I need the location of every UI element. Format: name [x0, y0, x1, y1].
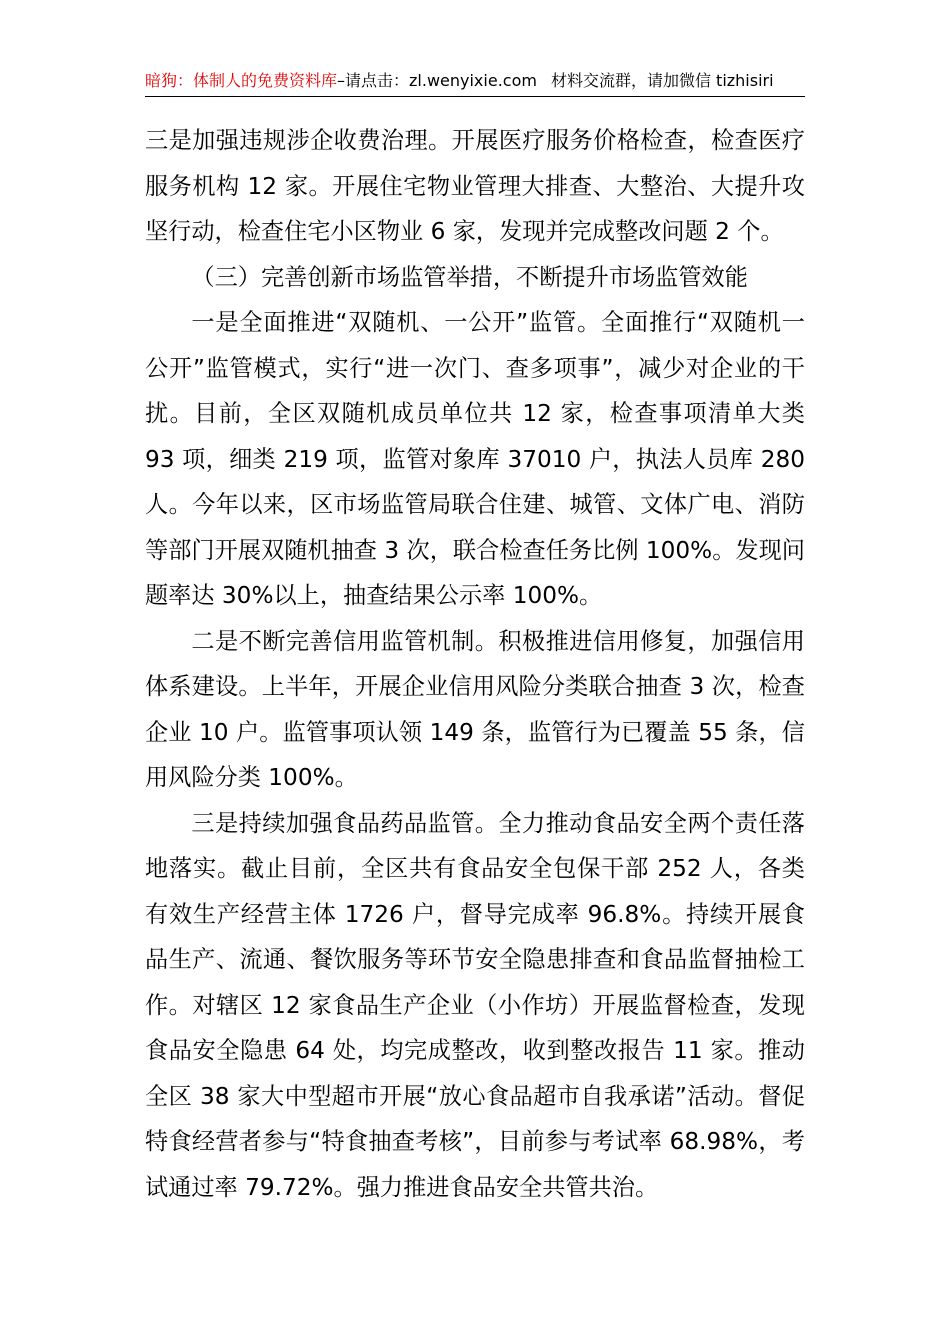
header-click-text[interactable]: –请点击：zl.wenyixie.com: [337, 71, 537, 90]
section-heading-3: （三）完善创新市场监管举措，不断提升市场监管效能: [191, 263, 748, 291]
page-header: [145, 66, 805, 97]
header-contact-text: 材料交流群，请加微信 tizhisiri: [550, 71, 774, 90]
paragraph-credit: 二是不断完善信用监管机制。积极推进信用修复，加强信用体系建设。上半年，开展企业信用风险分类联合抽查 3 次，检查企业 10 户。监管事项认领 149 条，监管行为已覆盖 55 条，信用风险分类 100%。: [145, 627, 805, 791]
document-body: [145, 118, 805, 1210]
header-brand-link[interactable]: 暗狗：体制人的免费资料库: [145, 71, 338, 90]
paragraph-double-random: 一是全面推进“双随机、一公开”监管。全面推行“双随机一公开”监管模式，实行“进一次门、查多项事”，减少对企业的干扰。目前，全区双随机成员单位共 12 家，检查事项清单大类 93 项，细类 219 项，监管对象库 37010 户，执法人员库 280 人。今年以来，区市场监管局联合住建、城管、文体广电、消防等部门开展双随机抽查 3 次，联合检查任务比例 100%。发现问题率达 30%以上，抽查结果公示率 100%。: [145, 309, 805, 609]
paragraph-food-drug: 三是持续加强食品药品监管。全力推动食品安全两个责任落地落实。截止目前，全区共有食品安全包保干部 252 人，各类有效生产经营主体 1726 户，督导完成率 96.8%。持续开展食品生产、流通、餐饮服务等环节安全隐患排查和食品监督抽检工作。对辖区 12 家食品生产企业（小作坊）开展监督检查，发现食品安全隐患 64 处，均完成整改，收到整改报告 11 家。推动全区 38 家大中型超市开展“放心食品超市自我承诺”活动。督促特食经营者参与“特食抽查考核”，目前参与考试率 68.98%，考试通过率 79.72%。强力推进食品安全共管共治。: [145, 809, 805, 1201]
paragraph-fees: 三是加强违规涉企收费治理。开展医疗服务价格检查，检查医疗服务机构 12 家。开展住宅物业管理大排查、大整治、大提升攻坚行动，检查住宅小区物业 6 家，发现并完成整改问题 2 个。: [145, 127, 805, 245]
